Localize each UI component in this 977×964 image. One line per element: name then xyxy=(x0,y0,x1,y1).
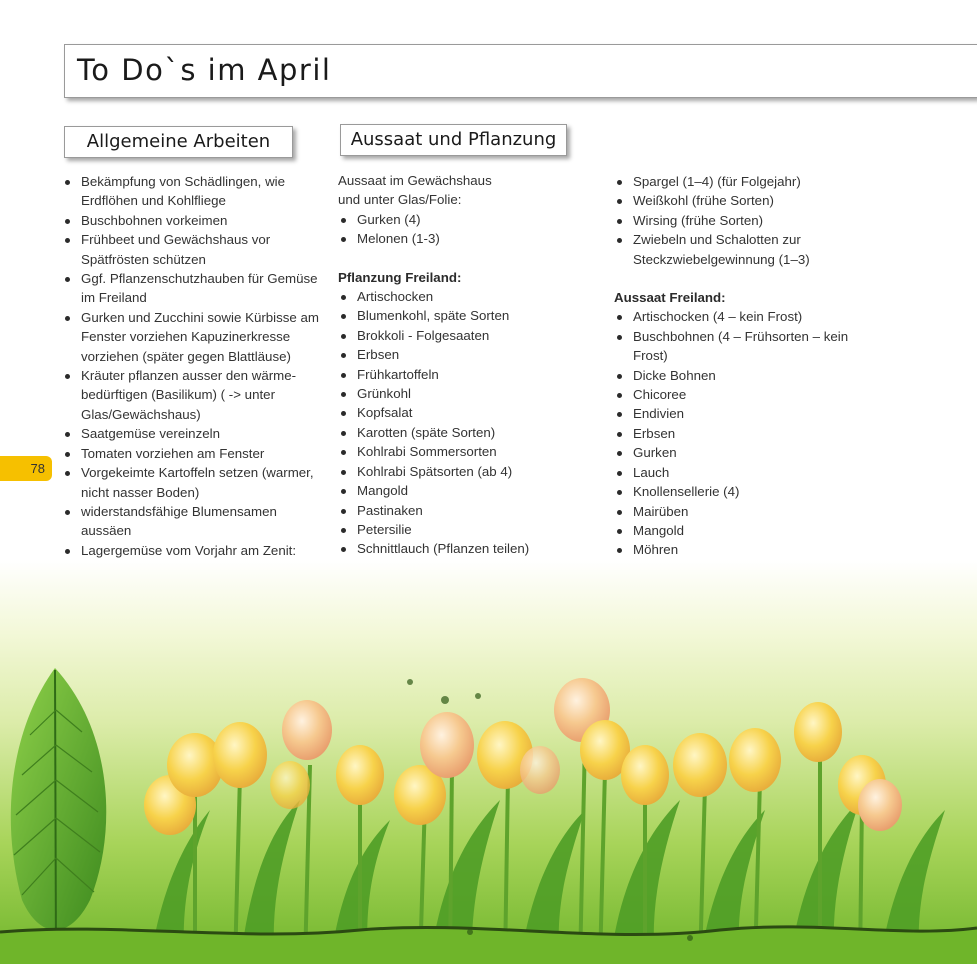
freiland-list xyxy=(614,307,864,559)
list-item: Buschbohnen (4 – Frühsorten – kein Frost) xyxy=(614,327,864,366)
list-item: Erbsen xyxy=(614,424,864,443)
column-aussaat xyxy=(338,171,578,559)
list-item: Möhren xyxy=(614,540,864,559)
list-item: Artischocken xyxy=(338,287,578,306)
section-heading-aussaat: Aussaat und Pflanzung xyxy=(340,124,567,156)
title-box xyxy=(64,44,977,98)
list-item: Petersilie xyxy=(338,520,578,539)
list-item: Buschbohnen vorkeimen xyxy=(62,211,322,230)
list-item: Vorgekeimte Kartoffeln setzen (warmer, nicht nasser Boden) xyxy=(62,463,322,502)
list-item: Brokkoli - Folgesaaten xyxy=(338,326,578,345)
glas-list xyxy=(338,210,578,249)
column-freiland xyxy=(614,172,864,560)
list-item: Erbsen xyxy=(338,345,578,364)
list-item: Mangold xyxy=(614,521,864,540)
freiland-heading: Aussaat Freiland: xyxy=(614,290,726,306)
list-item: Mangold xyxy=(338,481,578,500)
list-item: Frühkartoffeln xyxy=(338,365,578,384)
list-item: Tomaten vorziehen am Fenster xyxy=(62,444,322,463)
list-item: Kohlrabi Spätsorten (ab 4) xyxy=(338,462,578,481)
tulip-garden-illustration xyxy=(0,560,977,964)
list-item: Pastinaken xyxy=(338,501,578,520)
intro-line-2: und unter Glas/Folie: xyxy=(338,192,462,208)
list-item: Wirsing (frühe Sorten) xyxy=(614,211,864,230)
list-item: Chicoree xyxy=(614,385,864,404)
page-title: To Do`s im April xyxy=(77,53,332,87)
list-item: Spargel (1–4) (für Folgejahr) xyxy=(614,172,864,191)
list-item: Lagergemüse vom Vorjahr am Zenit: xyxy=(62,541,322,580)
list-item: Gurken (4) xyxy=(338,210,578,229)
list-item: Kohlrabi Sommersorten xyxy=(338,442,578,461)
list-item: Bekämpfung von Schädlingen, wie Erdflöhen und Kohlfliege xyxy=(62,172,322,211)
list-item: Artischocken (4 – kein Frost) xyxy=(614,307,864,326)
list-item: Blumenkohl, späte Sorten xyxy=(338,306,578,325)
section-heading-allgemeine: Allgemeine Arbeiten xyxy=(64,126,293,158)
allgemeine-list xyxy=(62,172,322,580)
list-item: Gurken xyxy=(614,443,864,462)
list-item: Dicke Bohnen xyxy=(614,366,864,385)
list-item: Mairüben xyxy=(614,502,864,521)
list-item: Kräuter pflanzen ausser den wärme-bedürftigen (Basilikum) ( -> unter Glas/Gewächshaus) xyxy=(62,366,322,424)
pflanzung-heading: Pflanzung Freiland: xyxy=(338,269,462,285)
list-item: Saatgemüse vereinzeln xyxy=(62,424,322,443)
list-item: Ggf. Pflanzenschutzhauben für Gemüse im Freiland xyxy=(62,269,322,308)
list-item: Grünkohl xyxy=(338,384,578,403)
intro-line-1: Aussaat im Gewächshaus xyxy=(338,173,492,188)
column-allgemeine xyxy=(62,172,322,580)
list-item: Karotten (späte Sorten) xyxy=(338,423,578,442)
list-item: Zwiebeln und Schalotten zur Steckzwiebelgewinnung (1–3) xyxy=(614,230,864,269)
list-item: Endivien xyxy=(614,404,864,423)
list-item: Frühbeet und Gewächshaus vor Spätfrösten schützen xyxy=(62,230,322,269)
list-item: Gurken und Zucchini sowie Kürbisse am Fenster vorziehen Kapuzinerkresse vorziehen (später gegen Blattläuse) xyxy=(62,308,322,366)
pflanzung-list xyxy=(338,287,578,559)
list-item: Knollensellerie (4) xyxy=(614,482,864,501)
list-item: Weißkohl (frühe Sorten) xyxy=(614,191,864,210)
list-item: Lauch xyxy=(614,463,864,482)
list-item: widerstandsfähige Blumensamen aussäen xyxy=(62,502,322,541)
page-number-tab: 78 xyxy=(0,456,52,481)
list-item: Schnittlauch (Pflanzen teilen) xyxy=(338,539,578,558)
list-item: Melonen (1-3) xyxy=(338,229,578,248)
list-item: Kopfsalat xyxy=(338,403,578,422)
pflanzung-list-continued xyxy=(614,172,864,269)
